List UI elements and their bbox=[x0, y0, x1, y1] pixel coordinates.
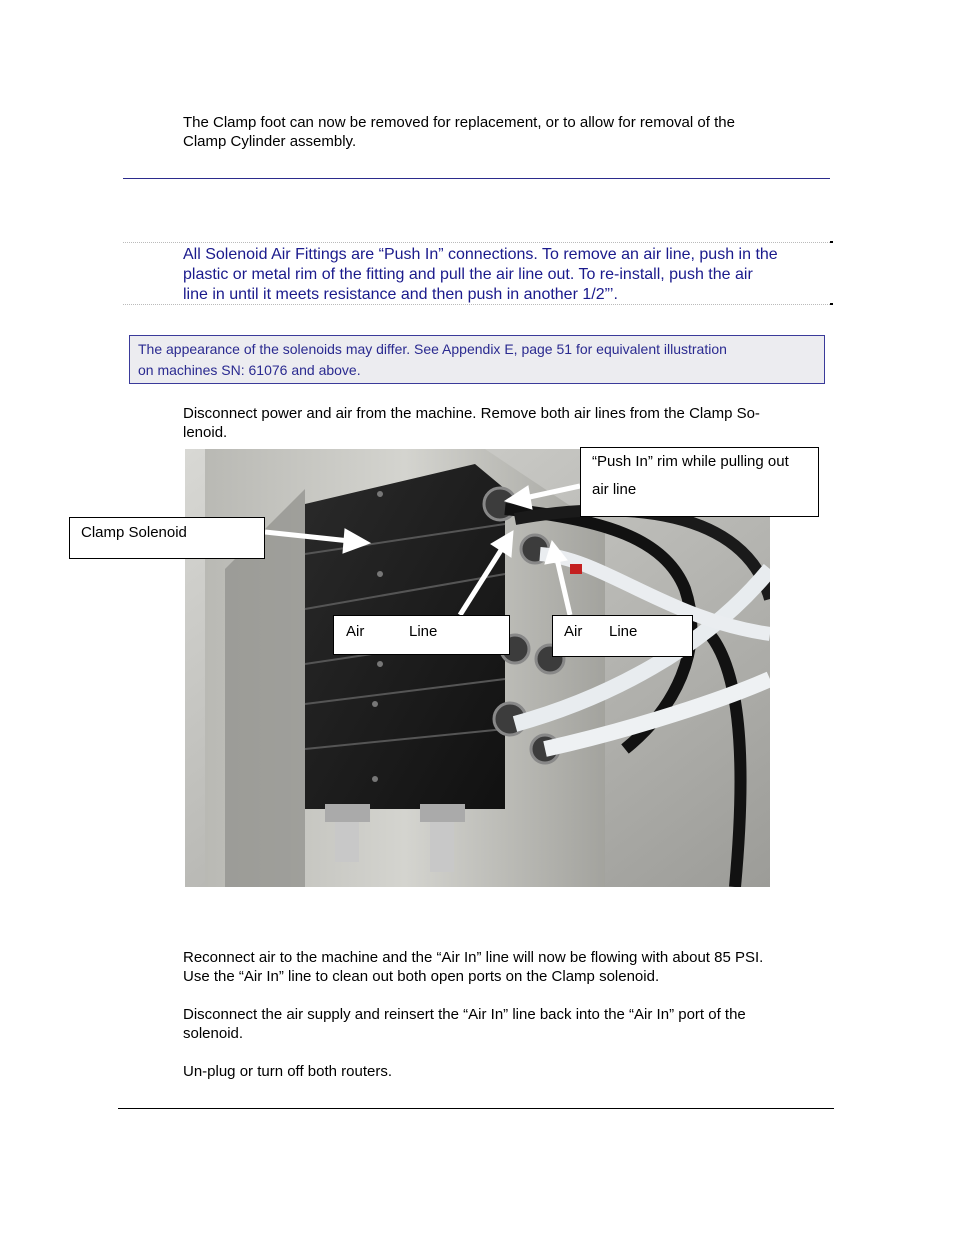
air-line-right-word-1: Air bbox=[564, 623, 583, 640]
section-divider bbox=[123, 178, 830, 179]
unplug-line: Un-plug or turn off both routers. bbox=[183, 1063, 393, 1080]
disconnect-step bbox=[183, 404, 833, 442]
note-bottom-rule bbox=[123, 304, 830, 305]
push-in-line-1: “Push In” rim while pulling out bbox=[592, 453, 789, 470]
footer-rule bbox=[118, 1108, 834, 1109]
reinsert-line-1: Disconnect the air supply and reinsert the “Air In” line back into the “Air In” port of the bbox=[183, 1006, 746, 1023]
reinsert-step bbox=[183, 1005, 833, 1043]
info-line-2: on machines SN: 61076 and above. bbox=[138, 362, 361, 378]
note-top-tick bbox=[830, 241, 833, 243]
appendix-info-box bbox=[129, 335, 825, 384]
push-in-line-2: air line bbox=[592, 481, 637, 498]
clamp-solenoid-callout bbox=[69, 517, 265, 559]
note-line-3: line in until it meets resistance and then push in another 1/2”’. bbox=[183, 286, 618, 303]
air-fitting-note bbox=[183, 245, 833, 305]
reconnect-line-1: Reconnect air to the machine and the “Air In” line will now be flowing with about 85 PSI. bbox=[183, 949, 764, 966]
air-line-callout-right bbox=[552, 615, 693, 657]
note-line-1: All Solenoid Air Fittings are “Push In” connections. To remove an air line, push in the bbox=[183, 246, 778, 263]
disconnect-line-1: Disconnect power and air from the machine. Remove both air lines from the Clamp So- bbox=[183, 405, 760, 422]
reconnect-step bbox=[183, 948, 833, 986]
info-line-1: The appearance of the solenoids may differ. See Appendix E, page 51 for equivalent illustration bbox=[138, 341, 727, 357]
note-line-2: plastic or metal rim of the fitting and pull the air line out. To re-install, push the air bbox=[183, 266, 753, 283]
air-line-left-word-2: Line bbox=[409, 623, 438, 640]
intro-line-1: The Clamp foot can now be removed for replacement, or to allow for removal of the bbox=[183, 114, 735, 131]
note-bottom-tick bbox=[830, 303, 833, 305]
reconnect-line-2: Use the “Air In” line to clean out both open ports on the Clamp solenoid. bbox=[183, 968, 660, 985]
unplug-step bbox=[183, 1062, 833, 1081]
note-top-rule bbox=[123, 242, 830, 243]
intro-line-2: Clamp Cylinder assembly. bbox=[183, 133, 357, 150]
push-in-callout bbox=[580, 447, 819, 517]
disconnect-line-2: lenoid. bbox=[183, 424, 228, 441]
air-line-right-word-2: Line bbox=[609, 623, 638, 640]
reinsert-line-2: solenoid. bbox=[183, 1025, 244, 1042]
air-line-left-word-1: Air bbox=[346, 623, 365, 640]
info-text bbox=[138, 339, 818, 381]
air-line-callout-left bbox=[333, 615, 510, 655]
intro-paragraph bbox=[183, 113, 833, 151]
clamp-solenoid-label: Clamp Solenoid bbox=[81, 524, 187, 541]
